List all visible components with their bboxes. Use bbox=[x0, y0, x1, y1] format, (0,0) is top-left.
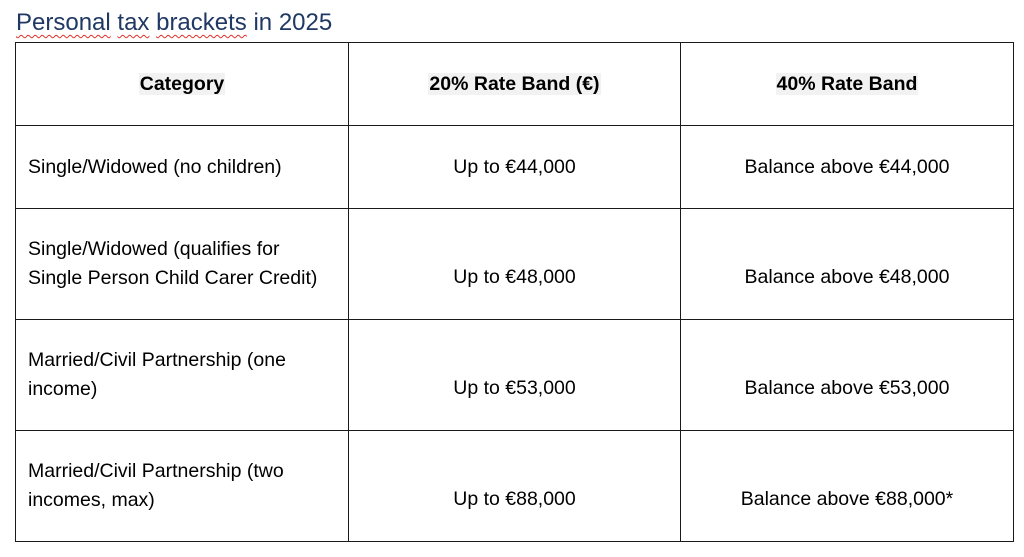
category-cell bbox=[16, 320, 349, 431]
table-header-row bbox=[16, 43, 1014, 126]
category-line: Married/Civil Partnership (two bbox=[28, 460, 284, 482]
rate-40-cell: Balance above €88,000* bbox=[681, 431, 1014, 542]
tax-brackets-table bbox=[15, 42, 1014, 542]
title-word-personal: Personal bbox=[16, 9, 111, 36]
category-cell bbox=[16, 431, 349, 542]
rate-20-cell: Up to €48,000 bbox=[349, 209, 681, 320]
rate-40-cell: Balance above €53,000 bbox=[681, 320, 1014, 431]
category-line: income) bbox=[28, 378, 98, 400]
header-category bbox=[16, 43, 349, 126]
title-word-year: 2025 bbox=[278, 9, 333, 36]
header-40-rate-band bbox=[681, 43, 1014, 126]
title-word-brackets: brackets bbox=[156, 9, 247, 36]
header-20-rate-band bbox=[349, 43, 681, 126]
rate-40-cell: Balance above €44,000 bbox=[681, 126, 1014, 209]
category-cell: Single/Widowed (no children) bbox=[16, 126, 349, 209]
table-row bbox=[16, 126, 1014, 209]
table-row bbox=[16, 431, 1014, 542]
category-line: Married/Civil Partnership (one bbox=[28, 349, 286, 371]
header-20-rate-band-label: 20% Rate Band (€) bbox=[429, 72, 600, 95]
category-line: Single Person Child Carer Credit) bbox=[28, 267, 318, 289]
rate-20-cell: Up to €53,000 bbox=[349, 320, 681, 431]
category-line: incomes, max) bbox=[28, 489, 155, 511]
table-row bbox=[16, 320, 1014, 431]
title-word-in: in bbox=[253, 9, 273, 36]
header-40-rate-band-label: 40% Rate Band bbox=[776, 72, 918, 95]
rate-20-cell: Up to €44,000 bbox=[349, 126, 681, 209]
category-line: Single/Widowed (qualifies for bbox=[28, 238, 280, 260]
table-row bbox=[16, 209, 1014, 320]
title-word-tax: tax bbox=[117, 9, 150, 36]
document-title bbox=[16, 8, 332, 38]
rate-20-cell: Up to €88,000 bbox=[349, 431, 681, 542]
category-cell bbox=[16, 209, 349, 320]
header-category-label: Category bbox=[139, 72, 225, 95]
rate-40-cell: Balance above €48,000 bbox=[681, 209, 1014, 320]
